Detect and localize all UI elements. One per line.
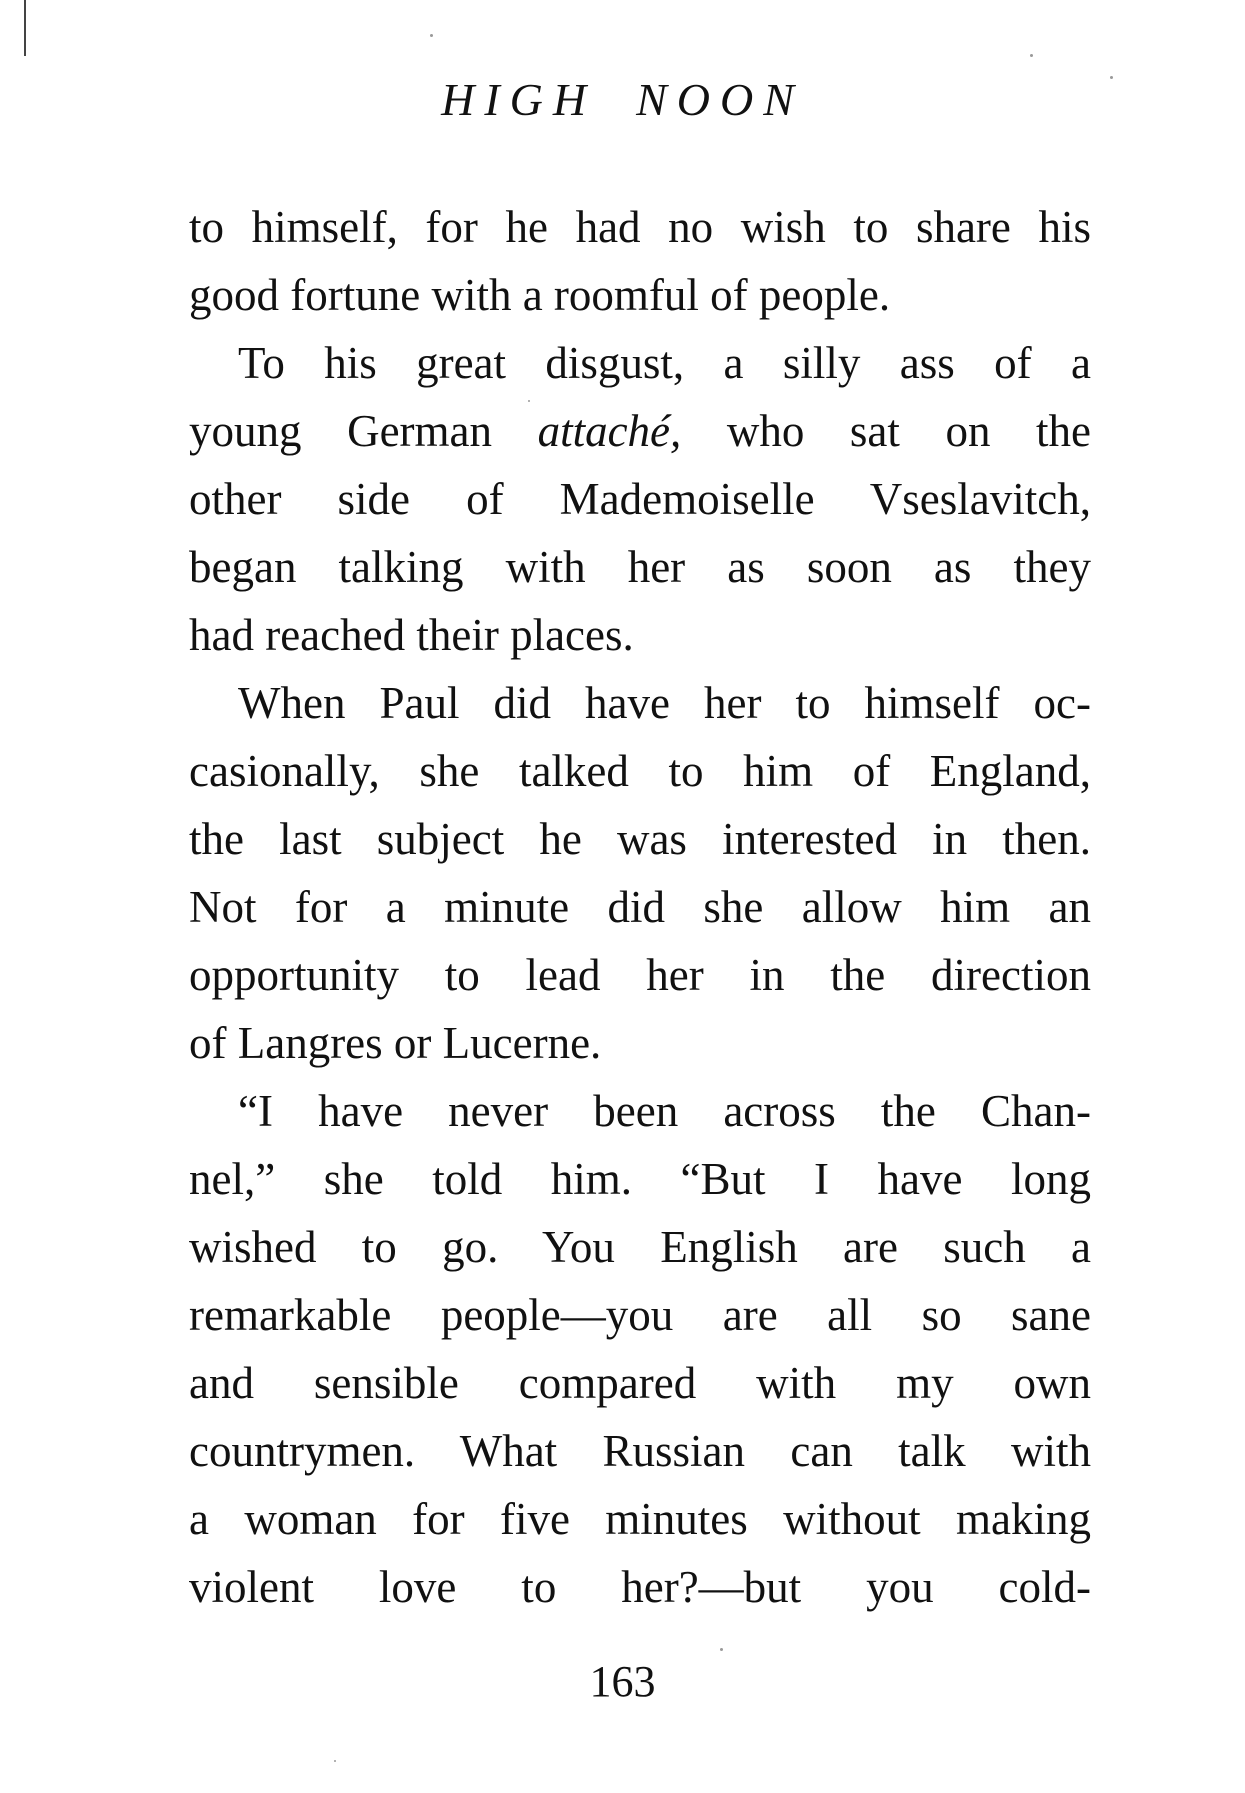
text-segment: who sat on the (681, 406, 1091, 456)
running-head-word-1: HIGH (441, 74, 597, 125)
running-head (0, 70, 1245, 130)
scan-speck (1110, 76, 1113, 79)
body-text (189, 193, 1091, 1621)
text-line: remarkable people—you are all so sane (189, 1290, 1091, 1340)
text-line: nel,” she told him. “But I have long (189, 1154, 1091, 1204)
text-line: casionally, she talked to him of England, (189, 746, 1091, 796)
text-line: of Langres or Lucerne. (189, 1018, 602, 1068)
text-line: a woman for five minutes without making (189, 1494, 1091, 1544)
text-line: countrymen. What Russian can talk with (189, 1426, 1091, 1476)
text-line (189, 397, 1091, 465)
text-line: and sensible compared with my own (189, 1358, 1091, 1408)
text-line: When Paul did have her to himself oc- (238, 678, 1091, 728)
scan-speck (720, 1648, 723, 1651)
scan-speck (1030, 54, 1033, 57)
text-line: To his great disgust, a silly ass of a (238, 338, 1091, 388)
text-line: other side of Mademoiselle Vseslavitch, (189, 474, 1091, 524)
scan-edge-mark (24, 0, 26, 56)
text-line: violent love to her?—but you cold- (189, 1562, 1091, 1612)
page-number: 163 (589, 1657, 656, 1706)
text-line: “I have never been across the Chan- (238, 1086, 1091, 1136)
scan-speck (334, 1760, 336, 1762)
italic-word: attaché, (537, 406, 682, 456)
text-line: opportunity to lead her in the direction (189, 950, 1091, 1000)
text-line: the last subject he was interested in then. (189, 814, 1091, 864)
text-line: good fortune with a roomful of people. (189, 270, 891, 320)
text-line: began talking with her as soon as they (189, 542, 1091, 592)
text-line: to himself, for he had no wish to share his (189, 202, 1091, 252)
text-segment: young German (189, 406, 538, 456)
scan-speck (528, 400, 530, 402)
scan-speck (430, 34, 433, 37)
text-line: had reached their places. (189, 610, 634, 660)
running-head-word-2: NOON (636, 74, 804, 125)
text-line: Not for a minute did she allow him an (189, 882, 1091, 932)
text-line: wished to go. You English are such a (189, 1222, 1091, 1272)
